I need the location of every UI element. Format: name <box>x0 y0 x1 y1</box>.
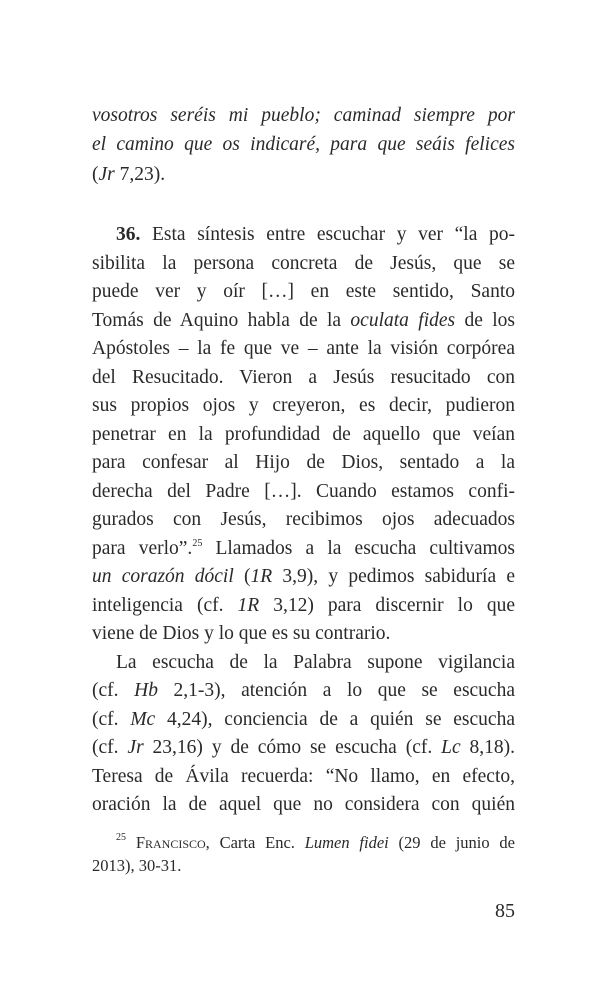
text-segment: el camino que os indicaré, para que seáis felices <box>92 134 515 156</box>
text-segment: 3,9), y pedimos sabiduría e <box>272 566 515 587</box>
page-number: 85 <box>495 900 515 922</box>
text-segment: Apóstoles – la fe que ve – ante la visión corpórea <box>92 338 515 359</box>
text-line <box>92 421 515 450</box>
text-line <box>92 392 515 421</box>
text-segment: (29 de junio de <box>388 833 516 852</box>
text-segment: oración la de aquel que no considera con quién <box>92 794 515 815</box>
text-segment: viene de Dios y lo que es su contrario. <box>92 623 391 644</box>
text-line <box>92 307 515 336</box>
text-segment: para confesar al Hijo de Dios, sentado a la <box>92 452 515 473</box>
text-segment: sibilita la persona concreta de Jesús, que se <box>92 252 515 274</box>
text-segment: vosotros seréis mi pueblo; caminad siempre por <box>92 105 515 126</box>
text-line <box>92 763 515 792</box>
text-segment: gurados con Jesús, recibimos ojos adecuados <box>92 509 515 530</box>
text-line <box>92 160 515 189</box>
text-segment: Jr <box>127 737 144 758</box>
text-segment: La escucha de la Palabra supone vigilancia <box>116 651 515 673</box>
text-segment: 1R <box>250 566 273 587</box>
text-segment: , Carta Enc. <box>205 833 305 852</box>
text-line <box>92 734 515 763</box>
text-segment: 4,24), conciencia de a quién se escucha <box>155 708 515 730</box>
text-line <box>92 592 515 621</box>
text-segment: ( <box>233 566 251 587</box>
text-segment: Lc <box>441 737 461 758</box>
text-segment: Francisco <box>135 833 206 852</box>
text-line <box>92 250 515 279</box>
footnote-reference: 25 <box>116 832 126 843</box>
text-segment: oculata fides <box>350 309 456 331</box>
text-line <box>92 535 515 564</box>
text-segment: Mc <box>130 708 156 730</box>
text-segment: sus propios ojos y creyeron, es decir, pudieron <box>92 395 515 416</box>
text-line <box>92 278 515 307</box>
text-line <box>92 364 515 393</box>
text-segment: 23,16) y de cómo se escucha (cf. <box>143 737 442 758</box>
text-line <box>92 649 515 678</box>
text-segment: 1R <box>237 594 260 616</box>
text-segment: inteligencia (cf. <box>92 594 238 616</box>
text-line <box>92 130 515 159</box>
text-segment: Esta síntesis entre escuchar y ver “la po- <box>140 224 515 245</box>
text-segment: Hb <box>134 680 158 701</box>
text-segment: Lumen fidei <box>304 833 389 852</box>
text-segment: (cf. <box>92 737 128 758</box>
text-segment: 8,18). <box>460 737 515 758</box>
text-segment: (cf. <box>92 708 131 730</box>
text-line <box>92 335 515 364</box>
text-line <box>92 854 515 877</box>
text-segment: Llamados a la escucha cultivamos <box>202 537 515 559</box>
text-line <box>92 563 515 592</box>
text-line <box>92 791 515 820</box>
text-line <box>92 449 515 478</box>
text-line <box>92 101 515 130</box>
text-segment: del Resucitado. Vieron a Jesús resucitado con <box>92 366 515 388</box>
text-segment: un corazón dócil <box>92 566 234 587</box>
text-line <box>92 478 515 507</box>
text-segment: para verlo”. <box>92 537 193 559</box>
text-segment: (cf. <box>92 680 135 701</box>
text-segment: puede ver y oír […] en este sentido, Santo <box>92 281 515 302</box>
text-line <box>92 506 515 535</box>
text-segment: 36. <box>116 224 141 245</box>
footnote <box>92 831 515 877</box>
text-segment: derecha del Padre […]. Cuando estamos confi- <box>92 480 515 502</box>
text-line <box>92 620 515 649</box>
text-segment: 2,1-3), atención a lo que se escucha <box>157 680 515 701</box>
text-segment: Teresa de Ávila recuerda: “No llamo, en efecto, <box>92 765 515 787</box>
body-text-paragraph-36 <box>92 221 515 820</box>
text-segment: penetrar en la profundidad de aquello que veían <box>92 423 515 445</box>
quoted-scripture-paragraph <box>92 101 515 189</box>
text-segment: Tomás de Aquino habla de la <box>92 309 351 331</box>
text-segment: 2013), 30-31. <box>92 856 182 875</box>
text-segment: de los <box>455 309 515 331</box>
text-line <box>92 706 515 735</box>
footnote-reference: 25 <box>192 537 203 549</box>
text-line <box>92 221 515 250</box>
text-segment: 7,23). <box>114 163 166 185</box>
text-segment: ( <box>92 163 99 185</box>
text-line <box>92 677 515 706</box>
text-segment <box>126 833 136 852</box>
text-segment: Jr <box>98 163 115 185</box>
text-line <box>92 831 515 854</box>
text-segment: 3,12) para discernir lo que <box>259 594 515 616</box>
